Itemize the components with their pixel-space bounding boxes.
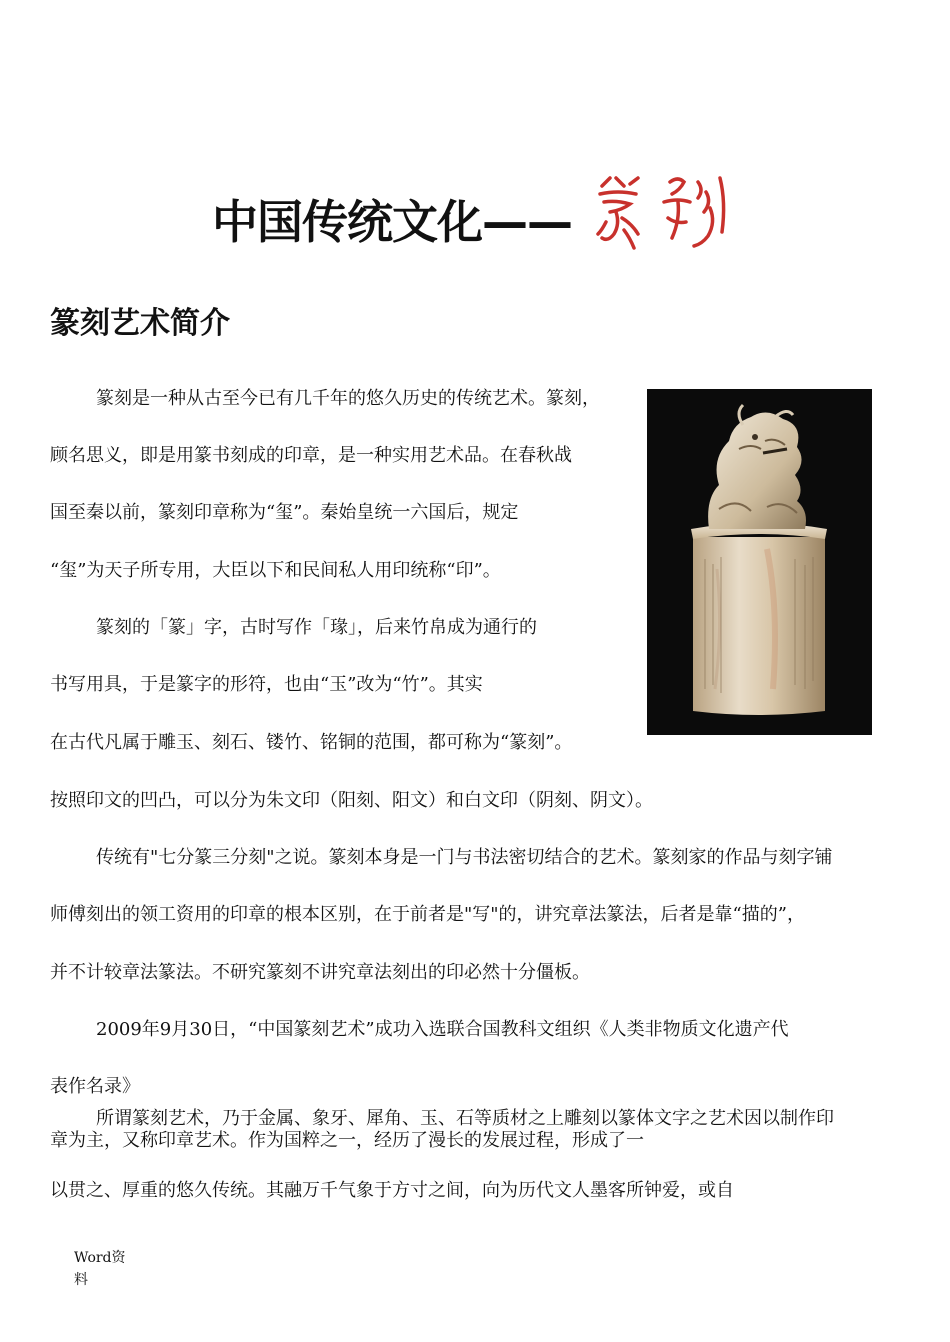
paragraph-line: 国至秦以前，篆刻印章称为“玺”。秦始皇统一六国后，规定 — [50, 502, 519, 523]
paragraph-line: 篆刻是一种从古至今已有几千年的悠久历史的传统艺术。篆刻， — [96, 388, 600, 409]
section-heading: 篆刻艺术简介 — [50, 306, 230, 341]
page-title: 中国传统文化—— — [212, 195, 572, 249]
paragraph-line: 书写用具，于是篆字的形符，也由“玉”改为“竹”。其实 — [50, 674, 483, 695]
paragraph-line: 顾名思义，即是用篆书刻成的印章，是一种实用艺术品。在春秋战 — [50, 445, 572, 466]
paragraph-line: 表作名录》 — [50, 1076, 140, 1097]
seal-stone-illustration — [647, 389, 872, 735]
paragraph-line: 在古代凡属于雕玉、刻石、镂竹、铭铜的范围，都可称为“篆刻”。 — [50, 732, 573, 753]
paragraph-line: 师傅刻出的领工资用的印章的根本区别，在于前者是"写"的，讲究章法篆法，后者是靠“描的”， — [50, 904, 805, 925]
footer — [74, 1247, 126, 1291]
paragraph-line: 2009年9月30日，“中国篆刻艺术”成功入选联合国教科文组织《人类非物质文化遗产代 — [96, 1019, 789, 1040]
paragraph-line: 以贯之、厚重的悠久传统。其融万千气象于方寸之间，向为历代文人墨客所钟爱，或自 — [50, 1180, 734, 1201]
seal-stone-photo — [647, 389, 872, 735]
paragraph-line: 按照印文的凹凸，可以分为朱文印（阳刻、阳文）和白文印（阴刻、阴文）。 — [50, 790, 653, 811]
seal-script-title-icon — [594, 172, 734, 256]
paragraph-line: 所谓篆刻艺术，乃于金属、象牙、犀角、玉、石等质材之上雕刻以篆体文字之艺术因以制作印 — [96, 1108, 834, 1129]
footer-label-continued: 料 — [74, 1272, 88, 1288]
paragraph-line: “玺”为天子所专用，大臣以下和民间私人用印统称“印”。 — [50, 560, 501, 581]
footer-label: Word资 — [74, 1250, 126, 1266]
paragraph-line: 章为主，又称印章艺术。作为国粹之一，经历了漫长的发展过程，形成了一 — [50, 1130, 644, 1151]
paragraph-line: 传统有"七分篆三分刻"之说。篆刻本身是一门与书法密切结合的艺术。篆刻家的作品与刻字铺 — [96, 847, 833, 868]
paragraph-line: 篆刻的「篆」字，古时写作「瑑」，后来竹帛成为通行的 — [96, 617, 537, 638]
paragraph-line: 并不计较章法篆法。不研究篆刻不讲究章法刻出的印必然十分僵板。 — [50, 962, 590, 983]
